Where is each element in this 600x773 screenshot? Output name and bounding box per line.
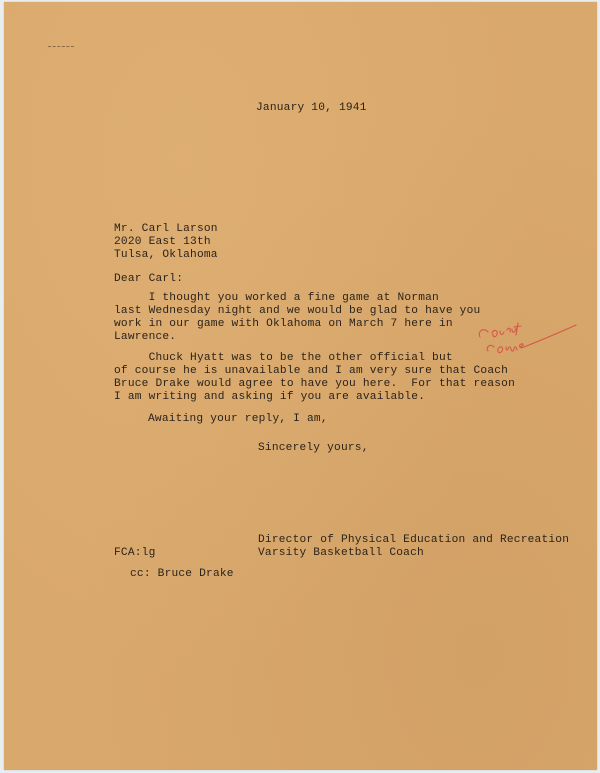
typist-initials: FCA:lg <box>114 547 156 559</box>
salutation: Dear Carl: <box>114 273 184 285</box>
handwriting-stroke <box>487 325 576 353</box>
letter-date: January 10, 1941 <box>256 102 367 114</box>
address-line: 2020 East 13th <box>114 236 211 248</box>
paragraph-line: I am writing and asking if you are available. <box>114 391 426 403</box>
corner-mark <box>48 46 74 48</box>
paragraph-line: Bruce Drake would agree to have you here. For that reason <box>114 378 515 390</box>
signature-title: Varsity Basketball Coach <box>258 547 424 559</box>
handwritten-annotation <box>474 307 584 362</box>
complimentary-close: Sincerely yours, <box>258 442 369 454</box>
address-line: Mr. Carl Larson <box>114 223 218 235</box>
paragraph-line: Lawrence. <box>114 331 177 343</box>
paragraph-line: I thought you worked a fine game at Norman <box>114 292 439 304</box>
closing-line: Awaiting your reply, I am, <box>148 413 328 425</box>
handwriting-stroke <box>479 323 521 337</box>
handwritten-note: Cannot come <box>524 361 533 362</box>
carbon-copy: cc: Bruce Drake <box>130 568 234 580</box>
paragraph-line: last Wednesday night and we would be glad to have you <box>114 305 481 317</box>
letter-page <box>4 2 597 770</box>
paragraph-line: of course he is unavailable and I am very sure that Coach <box>114 365 509 377</box>
address-line: Tulsa, Oklahoma <box>114 249 218 261</box>
paragraph-line: work in our game with Oklahoma on March 7 here in <box>114 318 453 330</box>
paragraph-line: Chuck Hyatt was to be the other official but <box>114 352 453 364</box>
signature-title: Director of Physical Education and Recreation <box>258 534 570 546</box>
